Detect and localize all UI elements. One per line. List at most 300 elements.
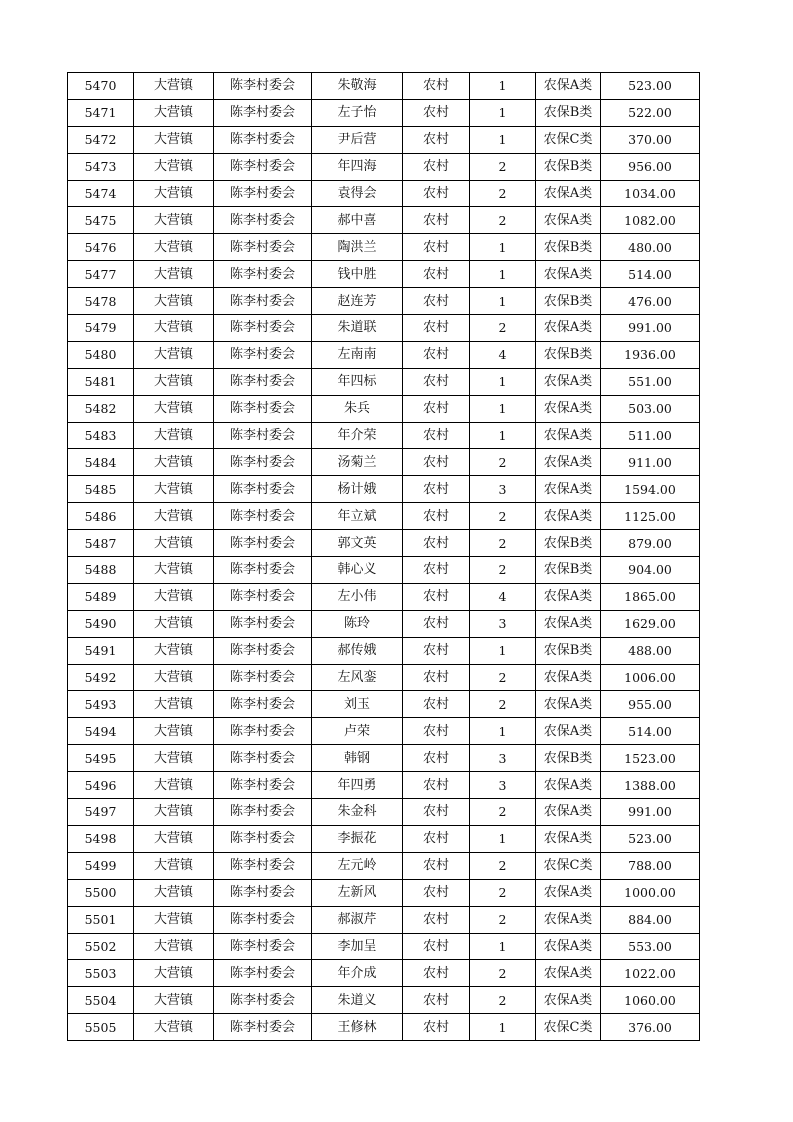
cell-category: 农保A类 [536, 422, 601, 449]
table-row [68, 288, 700, 315]
cell-town: 大营镇 [134, 879, 214, 906]
cell-count: 1 [470, 933, 536, 960]
cell-town: 大营镇 [134, 637, 214, 664]
cell-amount: 1936.00 [601, 341, 700, 368]
cell-category: 农保A类 [536, 906, 601, 933]
cell-area-type: 农村 [403, 422, 470, 449]
cell-area-type: 农村 [403, 73, 470, 100]
table-row [68, 1014, 700, 1041]
cell-amount: 511.00 [601, 422, 700, 449]
cell-area-type: 农村 [403, 1014, 470, 1041]
cell-area-type: 农村 [403, 234, 470, 261]
cell-count: 2 [470, 960, 536, 987]
cell-name: 左元岭 [312, 852, 403, 879]
table-row [68, 583, 700, 610]
cell-area-type: 农村 [403, 126, 470, 153]
table-row [68, 637, 700, 664]
table-row [68, 933, 700, 960]
cell-name: 尹后营 [312, 126, 403, 153]
cell-amount: 1034.00 [601, 180, 700, 207]
cell-category: 农保A类 [536, 664, 601, 691]
cell-id: 5480 [68, 341, 134, 368]
cell-amount: 514.00 [601, 261, 700, 288]
cell-amount: 956.00 [601, 153, 700, 180]
cell-amount: 991.00 [601, 315, 700, 342]
cell-amount: 523.00 [601, 73, 700, 100]
cell-amount: 904.00 [601, 557, 700, 584]
cell-area-type: 农村 [403, 772, 470, 799]
table-row [68, 745, 700, 772]
cell-name: 王修林 [312, 1014, 403, 1041]
cell-committee: 陈李村委会 [214, 261, 312, 288]
cell-committee: 陈李村委会 [214, 315, 312, 342]
records-table [67, 72, 700, 1041]
cell-count: 1 [470, 288, 536, 315]
cell-id: 5472 [68, 126, 134, 153]
cell-town: 大营镇 [134, 207, 214, 234]
table-row [68, 126, 700, 153]
table-row [68, 664, 700, 691]
cell-name: 刘玉 [312, 691, 403, 718]
cell-town: 大营镇 [134, 261, 214, 288]
cell-town: 大营镇 [134, 825, 214, 852]
cell-id: 5502 [68, 933, 134, 960]
cell-name: 李振花 [312, 825, 403, 852]
cell-amount: 879.00 [601, 530, 700, 557]
cell-town: 大营镇 [134, 422, 214, 449]
cell-name: 赵连芳 [312, 288, 403, 315]
cell-count: 3 [470, 772, 536, 799]
cell-amount: 1629.00 [601, 610, 700, 637]
cell-area-type: 农村 [403, 395, 470, 422]
cell-name: 钱中胜 [312, 261, 403, 288]
cell-town: 大营镇 [134, 906, 214, 933]
cell-count: 2 [470, 987, 536, 1014]
cell-name: 年四海 [312, 153, 403, 180]
cell-area-type: 农村 [403, 637, 470, 664]
cell-committee: 陈李村委会 [214, 449, 312, 476]
cell-id: 5501 [68, 906, 134, 933]
cell-committee: 陈李村委会 [214, 664, 312, 691]
cell-category: 农保A类 [536, 261, 601, 288]
cell-committee: 陈李村委会 [214, 610, 312, 637]
cell-town: 大营镇 [134, 234, 214, 261]
cell-category: 农保A类 [536, 73, 601, 100]
cell-town: 大营镇 [134, 557, 214, 584]
cell-committee: 陈李村委会 [214, 799, 312, 826]
cell-area-type: 农村 [403, 557, 470, 584]
cell-committee: 陈李村委会 [214, 73, 312, 100]
cell-area-type: 农村 [403, 341, 470, 368]
cell-category: 农保A类 [536, 691, 601, 718]
cell-amount: 1125.00 [601, 503, 700, 530]
cell-committee: 陈李村委会 [214, 852, 312, 879]
cell-id: 5505 [68, 1014, 134, 1041]
cell-amount: 503.00 [601, 395, 700, 422]
cell-category: 农保A类 [536, 987, 601, 1014]
cell-amount: 522.00 [601, 99, 700, 126]
cell-id: 5474 [68, 180, 134, 207]
cell-id: 5478 [68, 288, 134, 315]
cell-count: 1 [470, 368, 536, 395]
cell-count: 1 [470, 637, 536, 664]
cell-committee: 陈李村委会 [214, 772, 312, 799]
cell-area-type: 农村 [403, 825, 470, 852]
table-row [68, 234, 700, 261]
cell-committee: 陈李村委会 [214, 99, 312, 126]
cell-name: 朱兵 [312, 395, 403, 422]
cell-name: 郝淑芹 [312, 906, 403, 933]
cell-area-type: 农村 [403, 207, 470, 234]
cell-committee: 陈李村委会 [214, 422, 312, 449]
cell-count: 1 [470, 718, 536, 745]
cell-name: 韩心义 [312, 557, 403, 584]
cell-count: 1 [470, 73, 536, 100]
cell-area-type: 农村 [403, 718, 470, 745]
cell-committee: 陈李村委会 [214, 691, 312, 718]
cell-committee: 陈李村委会 [214, 234, 312, 261]
table-row [68, 341, 700, 368]
cell-category: 农保A类 [536, 718, 601, 745]
cell-amount: 480.00 [601, 234, 700, 261]
cell-town: 大营镇 [134, 960, 214, 987]
cell-committee: 陈李村委会 [214, 825, 312, 852]
cell-name: 左小伟 [312, 583, 403, 610]
cell-category: 农保C类 [536, 1014, 601, 1041]
cell-count: 2 [470, 180, 536, 207]
cell-town: 大营镇 [134, 691, 214, 718]
cell-committee: 陈李村委会 [214, 180, 312, 207]
table-row [68, 315, 700, 342]
cell-amount: 991.00 [601, 799, 700, 826]
cell-id: 5500 [68, 879, 134, 906]
cell-area-type: 农村 [403, 879, 470, 906]
cell-id: 5482 [68, 395, 134, 422]
cell-name: 郭文英 [312, 530, 403, 557]
cell-count: 2 [470, 315, 536, 342]
table-row [68, 772, 700, 799]
cell-amount: 1594.00 [601, 476, 700, 503]
cell-id: 5484 [68, 449, 134, 476]
cell-area-type: 农村 [403, 503, 470, 530]
cell-committee: 陈李村委会 [214, 987, 312, 1014]
table-row [68, 368, 700, 395]
cell-name: 朱道联 [312, 315, 403, 342]
cell-name: 杨计娥 [312, 476, 403, 503]
cell-category: 农保C类 [536, 126, 601, 153]
cell-committee: 陈李村委会 [214, 1014, 312, 1041]
cell-area-type: 农村 [403, 99, 470, 126]
cell-category: 农保A类 [536, 879, 601, 906]
cell-count: 2 [470, 906, 536, 933]
cell-committee: 陈李村委会 [214, 207, 312, 234]
cell-count: 3 [470, 476, 536, 503]
cell-area-type: 农村 [403, 960, 470, 987]
cell-amount: 551.00 [601, 368, 700, 395]
cell-count: 2 [470, 799, 536, 826]
cell-amount: 370.00 [601, 126, 700, 153]
table-row [68, 261, 700, 288]
cell-id: 5499 [68, 852, 134, 879]
cell-committee: 陈李村委会 [214, 288, 312, 315]
cell-committee: 陈李村委会 [214, 745, 312, 772]
cell-count: 1 [470, 126, 536, 153]
cell-category: 农保A类 [536, 933, 601, 960]
cell-town: 大营镇 [134, 73, 214, 100]
cell-name: 朱道义 [312, 987, 403, 1014]
cell-name: 年介荣 [312, 422, 403, 449]
cell-count: 2 [470, 879, 536, 906]
table-row [68, 960, 700, 987]
cell-category: 农保A类 [536, 960, 601, 987]
cell-committee: 陈李村委会 [214, 960, 312, 987]
cell-category: 农保A类 [536, 799, 601, 826]
cell-town: 大营镇 [134, 583, 214, 610]
table-row [68, 153, 700, 180]
table-row [68, 207, 700, 234]
cell-town: 大营镇 [134, 395, 214, 422]
cell-name: 卢荣 [312, 718, 403, 745]
cell-id: 5477 [68, 261, 134, 288]
cell-id: 5495 [68, 745, 134, 772]
cell-name: 韩钢 [312, 745, 403, 772]
cell-count: 4 [470, 583, 536, 610]
cell-id: 5496 [68, 772, 134, 799]
table-row [68, 422, 700, 449]
cell-count: 2 [470, 153, 536, 180]
table-row [68, 906, 700, 933]
cell-committee: 陈李村委会 [214, 879, 312, 906]
cell-area-type: 农村 [403, 610, 470, 637]
cell-committee: 陈李村委会 [214, 933, 312, 960]
cell-id: 5479 [68, 315, 134, 342]
cell-amount: 1082.00 [601, 207, 700, 234]
cell-amount: 476.00 [601, 288, 700, 315]
cell-id: 5498 [68, 825, 134, 852]
cell-town: 大营镇 [134, 288, 214, 315]
cell-id: 5490 [68, 610, 134, 637]
cell-amount: 1060.00 [601, 987, 700, 1014]
cell-committee: 陈李村委会 [214, 906, 312, 933]
table-row [68, 610, 700, 637]
cell-count: 2 [470, 207, 536, 234]
cell-id: 5476 [68, 234, 134, 261]
cell-category: 农保B类 [536, 530, 601, 557]
cell-category: 农保A类 [536, 315, 601, 342]
cell-name: 郝中喜 [312, 207, 403, 234]
cell-category: 农保A类 [536, 583, 601, 610]
cell-amount: 514.00 [601, 718, 700, 745]
cell-id: 5503 [68, 960, 134, 987]
cell-amount: 376.00 [601, 1014, 700, 1041]
cell-town: 大营镇 [134, 772, 214, 799]
cell-town: 大营镇 [134, 852, 214, 879]
cell-amount: 1000.00 [601, 879, 700, 906]
cell-town: 大营镇 [134, 449, 214, 476]
cell-committee: 陈李村委会 [214, 341, 312, 368]
cell-committee: 陈李村委会 [214, 530, 312, 557]
cell-town: 大营镇 [134, 718, 214, 745]
cell-committee: 陈李村委会 [214, 718, 312, 745]
cell-town: 大营镇 [134, 315, 214, 342]
cell-name: 陈玲 [312, 610, 403, 637]
table-row [68, 718, 700, 745]
table-row [68, 73, 700, 100]
table-row [68, 395, 700, 422]
table-row [68, 879, 700, 906]
cell-town: 大营镇 [134, 933, 214, 960]
cell-category: 农保A类 [536, 368, 601, 395]
cell-committee: 陈李村委会 [214, 637, 312, 664]
cell-name: 年立斌 [312, 503, 403, 530]
cell-id: 5491 [68, 637, 134, 664]
table-row [68, 476, 700, 503]
cell-name: 郝传娥 [312, 637, 403, 664]
cell-id: 5483 [68, 422, 134, 449]
cell-count: 2 [470, 664, 536, 691]
cell-name: 年四标 [312, 368, 403, 395]
cell-amount: 955.00 [601, 691, 700, 718]
cell-amount: 788.00 [601, 852, 700, 879]
cell-category: 农保B类 [536, 341, 601, 368]
cell-amount: 884.00 [601, 906, 700, 933]
cell-id: 5481 [68, 368, 134, 395]
cell-count: 1 [470, 234, 536, 261]
cell-area-type: 农村 [403, 852, 470, 879]
cell-id: 5470 [68, 73, 134, 100]
cell-amount: 553.00 [601, 933, 700, 960]
table-row [68, 557, 700, 584]
cell-name: 左风銮 [312, 664, 403, 691]
cell-committee: 陈李村委会 [214, 557, 312, 584]
cell-area-type: 农村 [403, 476, 470, 503]
cell-category: 农保A类 [536, 180, 601, 207]
cell-id: 5492 [68, 664, 134, 691]
cell-area-type: 农村 [403, 261, 470, 288]
table-row [68, 503, 700, 530]
cell-committee: 陈李村委会 [214, 126, 312, 153]
cell-category: 农保A类 [536, 395, 601, 422]
cell-count: 1 [470, 99, 536, 126]
cell-id: 5486 [68, 503, 134, 530]
cell-amount: 523.00 [601, 825, 700, 852]
cell-count: 2 [470, 503, 536, 530]
cell-area-type: 农村 [403, 449, 470, 476]
cell-category: 农保B类 [536, 153, 601, 180]
cell-id: 5487 [68, 530, 134, 557]
cell-amount: 1006.00 [601, 664, 700, 691]
cell-town: 大营镇 [134, 745, 214, 772]
cell-area-type: 农村 [403, 799, 470, 826]
cell-category: 农保A类 [536, 772, 601, 799]
cell-area-type: 农村 [403, 180, 470, 207]
table-row [68, 987, 700, 1014]
cell-name: 汤菊兰 [312, 449, 403, 476]
cell-amount: 1865.00 [601, 583, 700, 610]
cell-name: 朱金科 [312, 799, 403, 826]
cell-amount: 1523.00 [601, 745, 700, 772]
cell-count: 1 [470, 1014, 536, 1041]
cell-name: 李加呈 [312, 933, 403, 960]
cell-category: 农保A类 [536, 476, 601, 503]
cell-amount: 1022.00 [601, 960, 700, 987]
cell-id: 5471 [68, 99, 134, 126]
table-row [68, 825, 700, 852]
cell-area-type: 农村 [403, 987, 470, 1014]
cell-name: 左南南 [312, 341, 403, 368]
cell-name: 左子怡 [312, 99, 403, 126]
cell-count: 2 [470, 852, 536, 879]
cell-area-type: 农村 [403, 288, 470, 315]
cell-category: 农保A类 [536, 825, 601, 852]
cell-id: 5475 [68, 207, 134, 234]
cell-town: 大营镇 [134, 476, 214, 503]
cell-id: 5488 [68, 557, 134, 584]
cell-amount: 1388.00 [601, 772, 700, 799]
cell-id: 5497 [68, 799, 134, 826]
cell-area-type: 农村 [403, 583, 470, 610]
cell-count: 1 [470, 422, 536, 449]
cell-category: 农保A类 [536, 449, 601, 476]
cell-amount: 911.00 [601, 449, 700, 476]
cell-area-type: 农村 [403, 315, 470, 342]
cell-count: 1 [470, 395, 536, 422]
cell-area-type: 农村 [403, 691, 470, 718]
cell-name: 朱敬海 [312, 73, 403, 100]
cell-town: 大营镇 [134, 1014, 214, 1041]
cell-town: 大营镇 [134, 126, 214, 153]
cell-id: 5494 [68, 718, 134, 745]
cell-category: 农保B类 [536, 288, 601, 315]
cell-category: 农保A类 [536, 503, 601, 530]
cell-town: 大营镇 [134, 664, 214, 691]
cell-town: 大营镇 [134, 153, 214, 180]
cell-name: 陶洪兰 [312, 234, 403, 261]
cell-town: 大营镇 [134, 368, 214, 395]
cell-area-type: 农村 [403, 906, 470, 933]
cell-name: 年介成 [312, 960, 403, 987]
cell-committee: 陈李村委会 [214, 476, 312, 503]
cell-name: 左新风 [312, 879, 403, 906]
table-row [68, 691, 700, 718]
cell-town: 大营镇 [134, 799, 214, 826]
cell-category: 农保B类 [536, 99, 601, 126]
cell-count: 2 [470, 530, 536, 557]
cell-count: 4 [470, 341, 536, 368]
cell-area-type: 农村 [403, 745, 470, 772]
cell-category: 农保B类 [536, 745, 601, 772]
cell-town: 大营镇 [134, 610, 214, 637]
cell-committee: 陈李村委会 [214, 368, 312, 395]
cell-area-type: 农村 [403, 664, 470, 691]
cell-area-type: 农村 [403, 933, 470, 960]
cell-count: 1 [470, 825, 536, 852]
cell-town: 大营镇 [134, 987, 214, 1014]
cell-count: 3 [470, 745, 536, 772]
cell-id: 5493 [68, 691, 134, 718]
cell-category: 农保B类 [536, 234, 601, 261]
cell-count: 3 [470, 610, 536, 637]
table-row [68, 99, 700, 126]
cell-town: 大营镇 [134, 530, 214, 557]
cell-category: 农保A类 [536, 610, 601, 637]
cell-category: 农保B类 [536, 557, 601, 584]
cell-town: 大营镇 [134, 180, 214, 207]
cell-town: 大营镇 [134, 341, 214, 368]
cell-count: 2 [470, 557, 536, 584]
cell-town: 大营镇 [134, 99, 214, 126]
cell-category: 农保C类 [536, 852, 601, 879]
